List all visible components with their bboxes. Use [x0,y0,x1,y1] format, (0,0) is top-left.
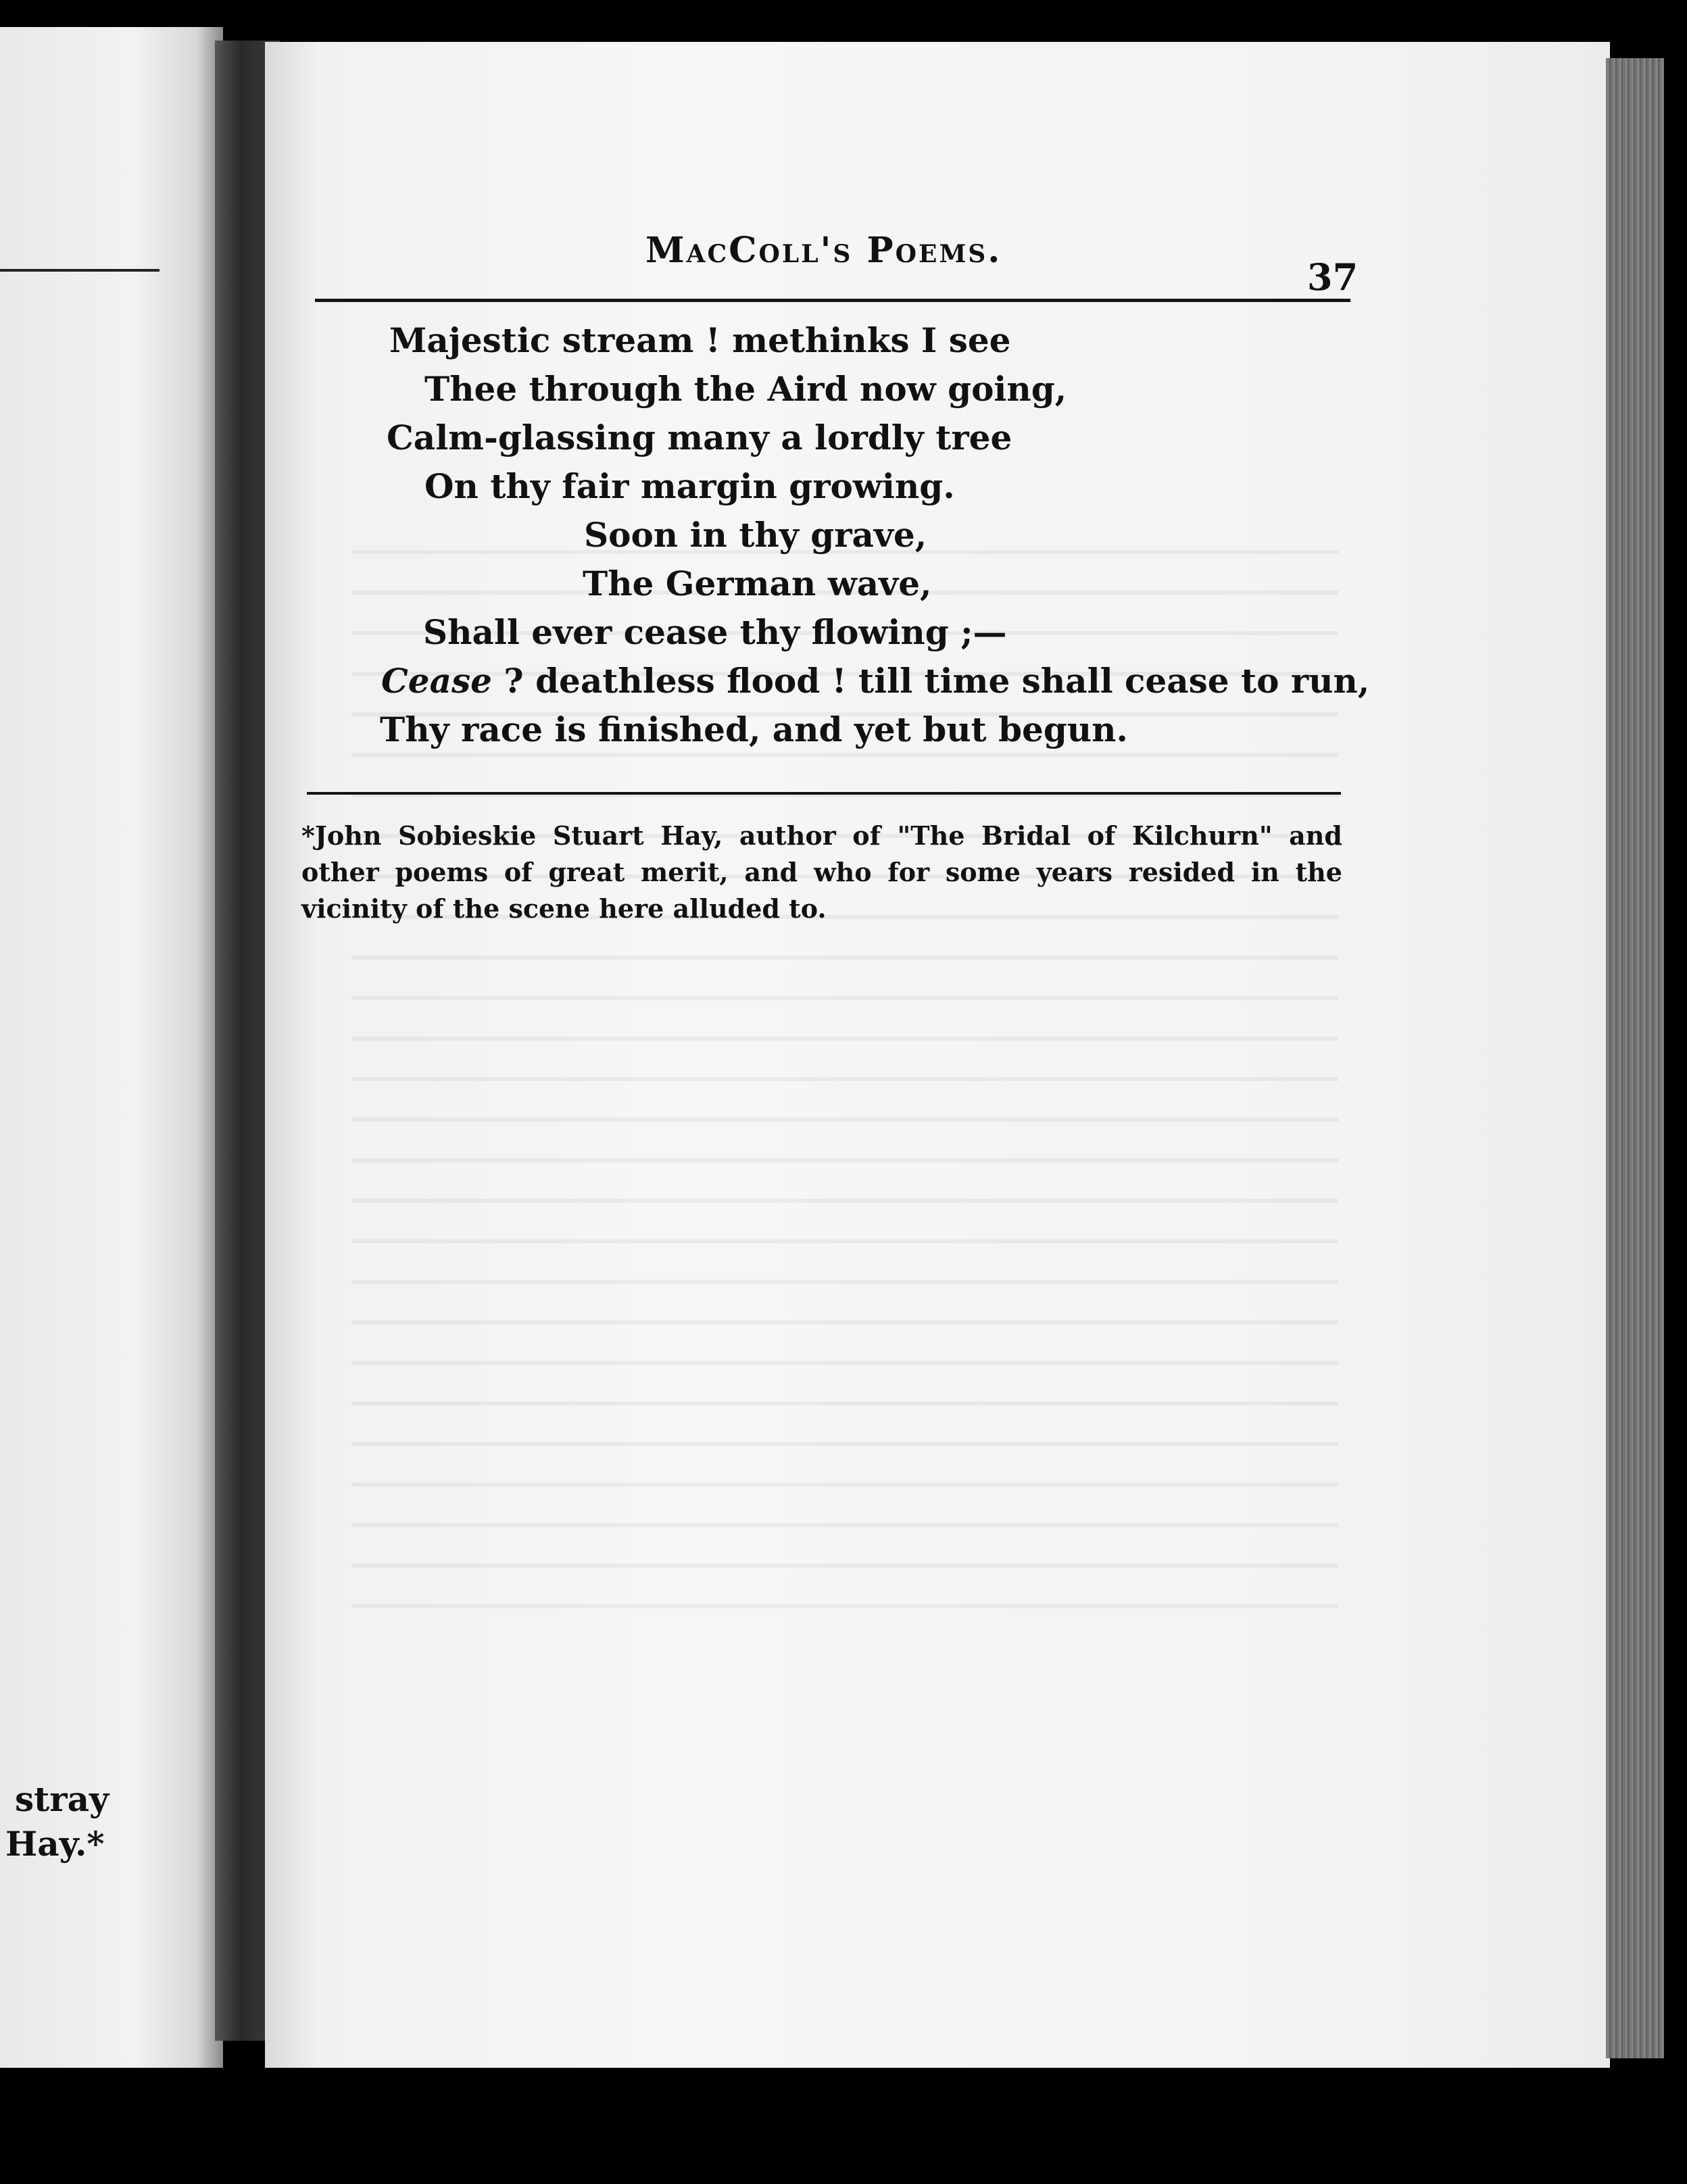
poem-line: Cease ? deathless flood ! till time shall cease to run, [381,661,1370,701]
previous-page-line: Hay.* [5,1824,105,1864]
poem-line: Majestic stream ! methinks I see [389,320,1011,360]
header-rule [315,299,1350,302]
italic-word: Cease [381,661,492,701]
poem-line: Thee through the Aird now going, [424,369,1067,409]
poem-line: The German wave, [583,564,932,603]
previous-page-rule [0,269,160,272]
poem-line: Calm-glassing many a lordly tree [387,418,1012,457]
poem-line: Shall ever cease thy flowing ;— [423,612,1007,652]
previous-page [0,27,223,2068]
poem-line: On thy fair margin growing. [424,466,955,506]
poem-line: Soon in thy grave, [584,515,927,555]
previous-page-line: stray [15,1779,109,1819]
footnote-rule [307,792,1341,795]
footnote: *John Sobieskie Stuart Hay, author of "The Bridal of Kilchurn" and other poems of great merit, and who for some years resided in the vicinity of the scene here alluded to. [301,820,1342,924]
poem-line: Thy race is finished, and yet but begun. [380,710,1128,749]
page-number: 37 [1307,255,1359,299]
running-head: MacColl's Poems. [645,230,1002,271]
previous-page-fragment [5,1777,109,1866]
page-fore-edge [1606,58,1664,2058]
